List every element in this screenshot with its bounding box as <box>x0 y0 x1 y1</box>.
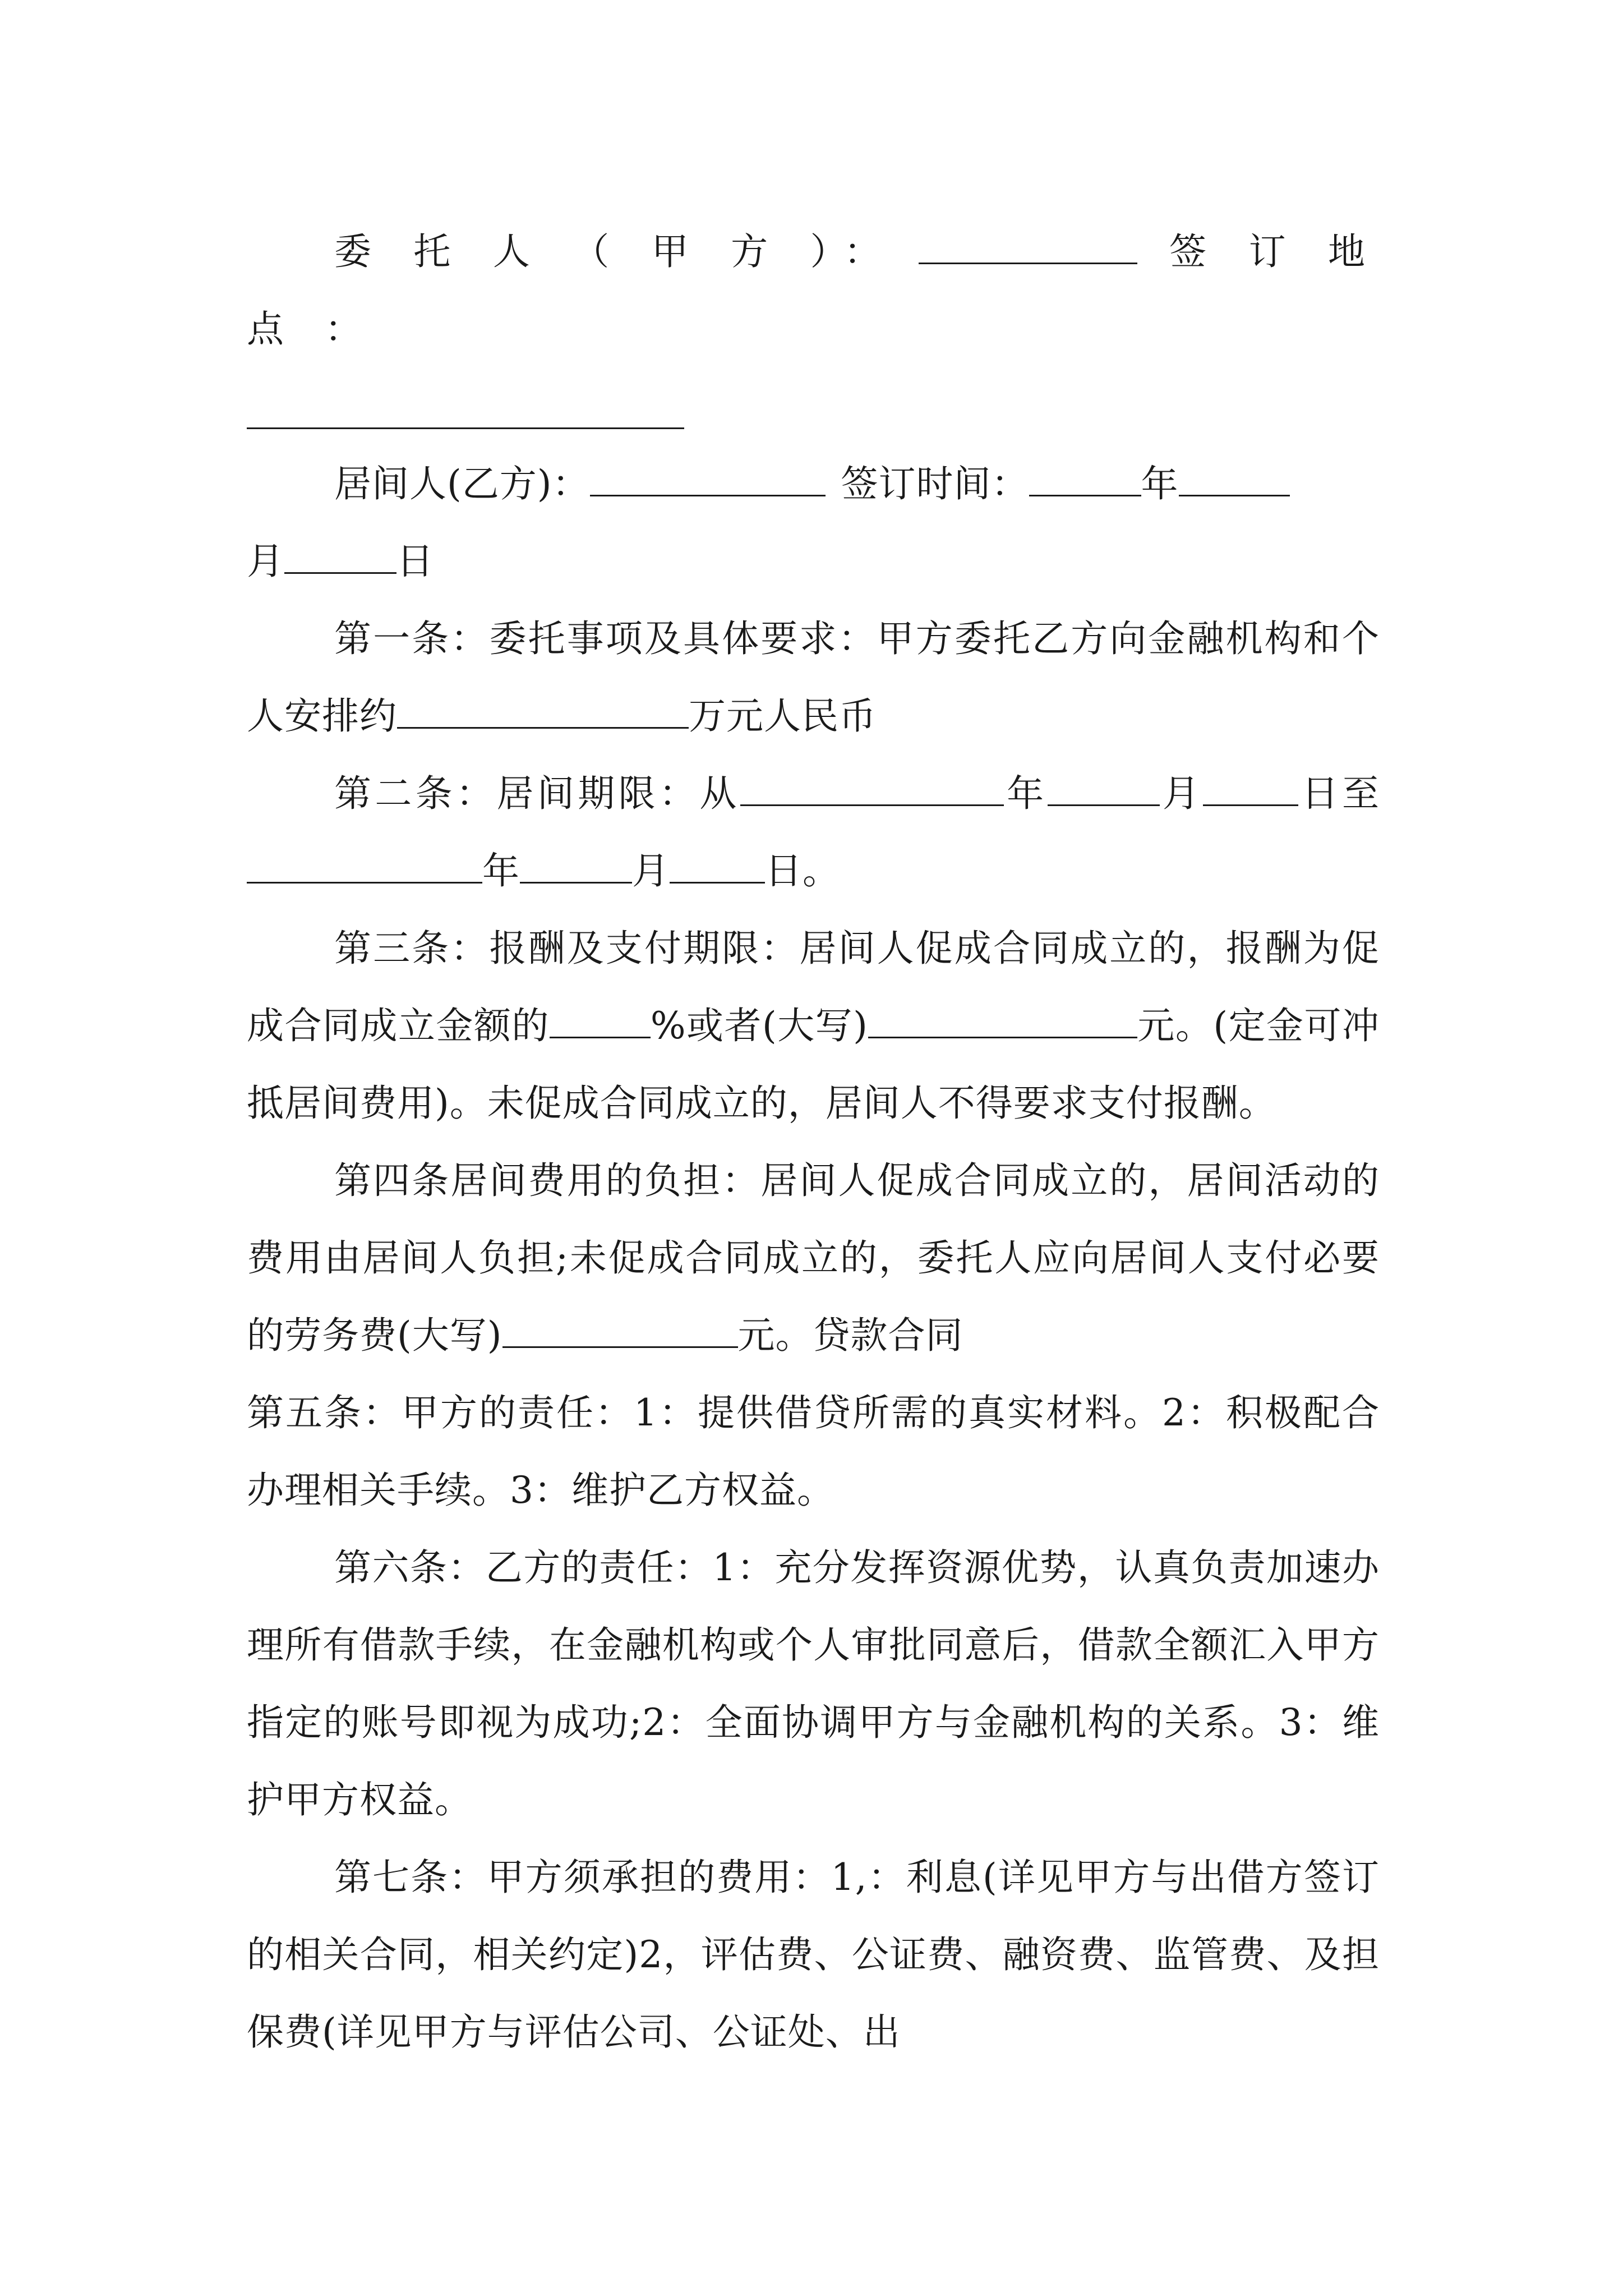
sign-month-blank[interactable] <box>1179 458 1290 496</box>
start-year-blank[interactable] <box>740 767 1004 806</box>
labor-fee-blank[interactable] <box>502 1309 738 1348</box>
place-blank-line <box>247 368 1380 445</box>
clause-7-text: 第七条：甲方须承担的费用：1,：利息(详见甲方与出借方签订的相关合同，相关约定)2，评估费、公证费、融资费、监管费、及担保费(详见甲方与评估公司、公证处、出 <box>247 1856 1380 2054</box>
amount-blank[interactable] <box>397 690 689 729</box>
clause-3-text-3: 元。(定金可冲抵居间费用)。未促成合同成立的，居间人不得要求支付报酬。 <box>247 1004 1380 1125</box>
capital-amount-blank[interactable] <box>868 1000 1137 1038</box>
end-day-label: 日。 <box>765 849 840 892</box>
client-label: 委 托 人 （ 甲 方 ）： <box>334 230 896 273</box>
clause-3 <box>247 910 1380 1142</box>
sign-year-blank[interactable] <box>1029 458 1141 496</box>
start-year-label: 年 <box>1003 772 1048 815</box>
start-month-label: 月 <box>1159 772 1204 815</box>
client-name-blank[interactable] <box>919 226 1137 264</box>
clause-6-text: 第六条：乙方的责任：1：充分发挥资源优势，认真负责加速办理所有借款手续，在金融机构或个人审批同意后，借款全额汇入甲方指定的账号即视为成功;2：全面协调甲方与金融机构的关系。3：维护甲方权益。 <box>247 1546 1380 1821</box>
end-day-blank[interactable] <box>670 845 765 884</box>
place-label: 签 订 地 点 ： <box>247 230 1380 351</box>
document-body <box>247 213 1380 2071</box>
clause-4 <box>247 1142 1380 1374</box>
clause-3-text: 第三条：报酬及支付期限：居间人促成合同成立的，报酬为促成合同成立金额的 <box>247 927 1380 1047</box>
start-day-label: 日 <box>1298 772 1342 815</box>
clause-7 <box>247 1839 1380 2071</box>
intermediary-line-cont <box>247 523 1380 600</box>
clause-1 <box>247 600 1380 755</box>
day-label: 日 <box>396 540 434 583</box>
end-month-label: 月 <box>632 849 670 892</box>
clause-5-text: 第五条：甲方的责任：1：提供借贷所需的真实材料。2：积极配合办理相关手续。3：维护乙方权益。 <box>247 1391 1380 1512</box>
clause-4-text: 第四条居间费用的负担：居间人促成合同成立的，居间活动的费用由居间人负担;未促成合同成立的，委托人应向居间人支付必要的劳务费(大写) <box>247 1159 1380 1357</box>
intermediary-name-blank[interactable] <box>590 458 826 496</box>
year-label: 年 <box>1141 462 1179 505</box>
time-label: 签订时间： <box>841 462 1029 505</box>
intermediary-label: 居间人(乙方)： <box>334 462 590 505</box>
to-label: 至 <box>1342 772 1380 815</box>
clause-1-text: 第一条：委托事项及具体要求：甲方委托乙方向金融机构和个人安排约 <box>247 617 1380 738</box>
clause-5 <box>247 1374 1380 1529</box>
end-year-blank[interactable] <box>247 845 482 884</box>
intermediary-line <box>247 445 1380 523</box>
header-line <box>247 213 1380 368</box>
start-month-blank[interactable] <box>1048 767 1160 806</box>
clause-6 <box>247 1529 1380 1839</box>
clause-1-unit: 万元人民币 <box>689 694 877 738</box>
end-year-label: 年 <box>482 849 520 892</box>
start-day-blank[interactable] <box>1203 767 1298 806</box>
month-label: 月 <box>247 540 284 583</box>
percent-blank[interactable] <box>550 1000 651 1038</box>
sign-day-blank[interactable] <box>284 535 396 574</box>
clause-2 <box>247 755 1380 910</box>
end-month-blank[interactable] <box>520 845 632 884</box>
clause-3-text-2: %或者(大写) <box>650 1004 868 1047</box>
clause-4-text-2: 元。贷款合同 <box>737 1314 963 1357</box>
place-blank[interactable] <box>247 390 684 429</box>
clause-2-text: 第二条：居间期限：从 <box>334 772 740 815</box>
